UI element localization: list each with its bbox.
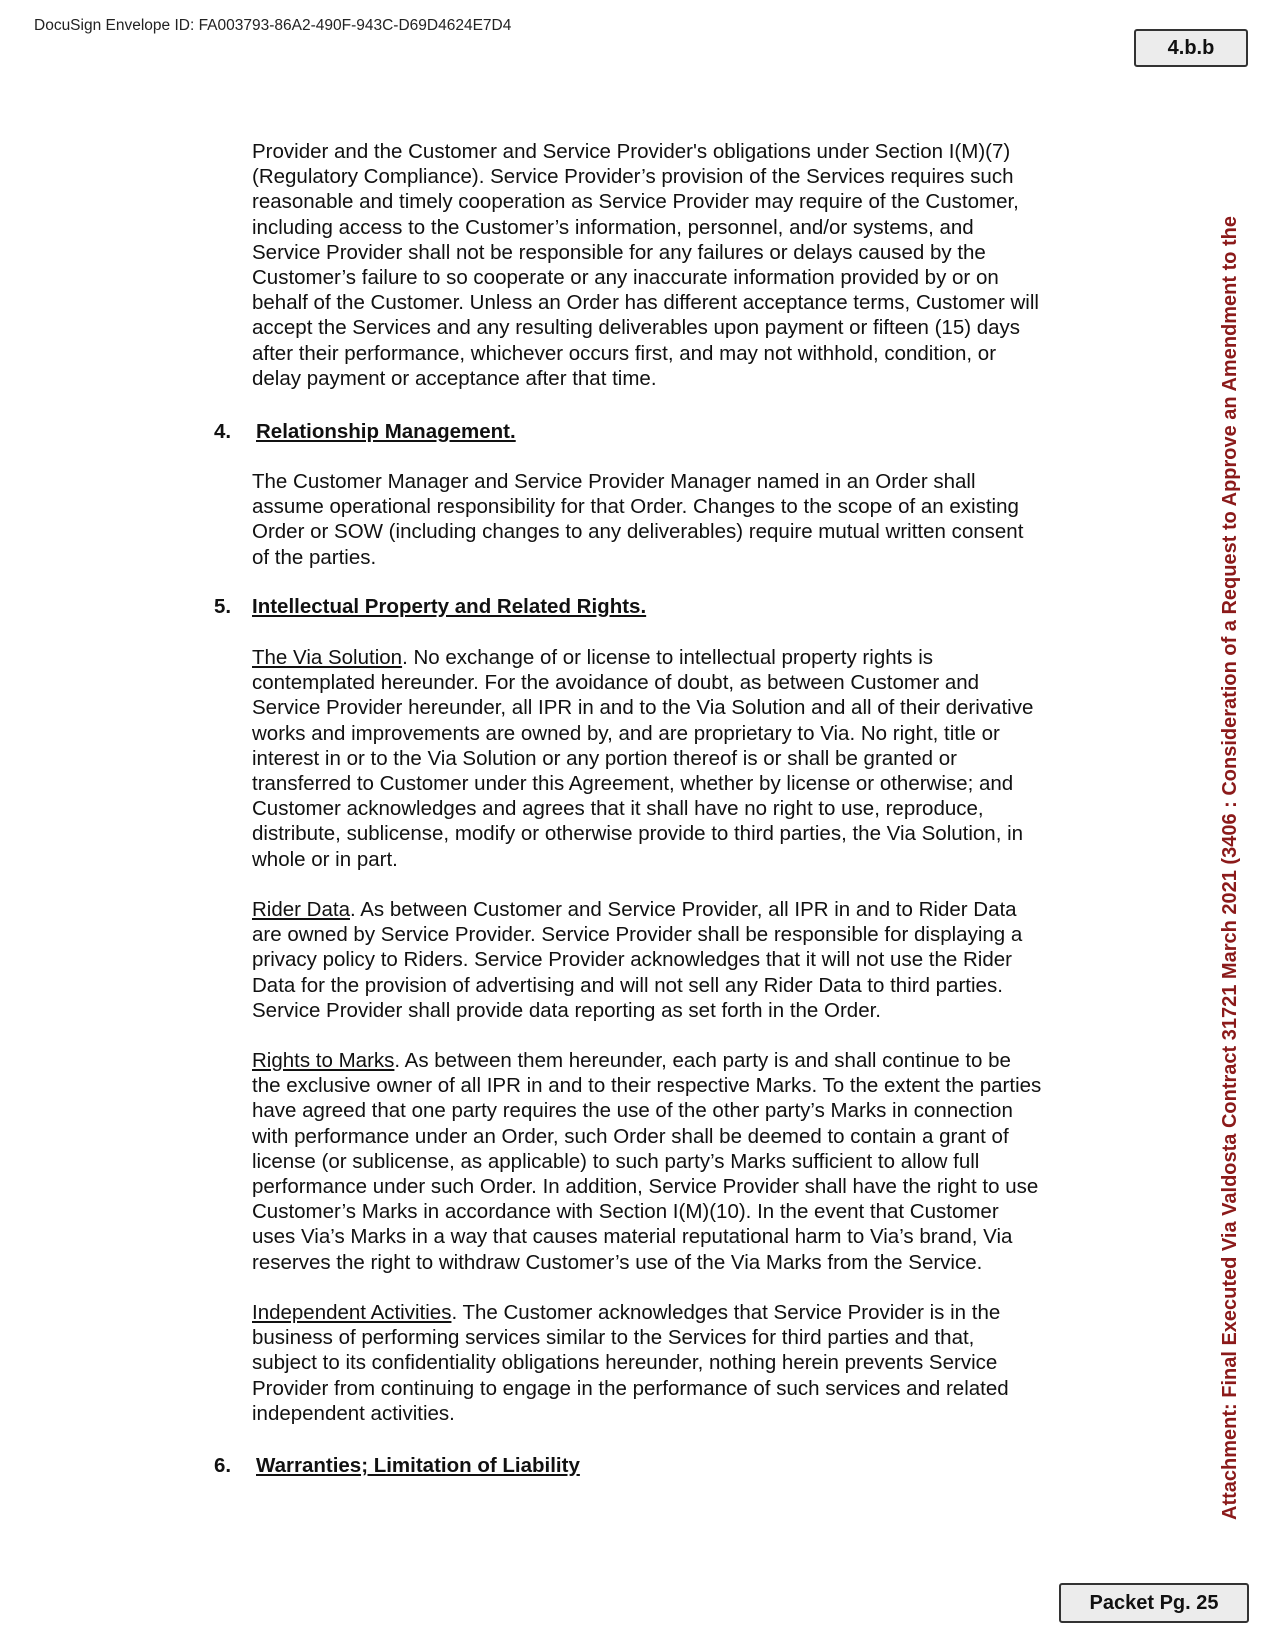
text-line: transferred to Customer under this Agreement, whether by license or otherwise; and: [252, 772, 1014, 796]
text-line: of the parties.: [252, 545, 377, 569]
text-line: [252, 1300, 1102, 1325]
rights-to-marks-paragraph: [252, 1048, 1102, 1275]
section-number: 6.: [214, 1454, 232, 1477]
side-attachment-text: Attachment: Final Executed Via Valdosta Contract 31721 March 2021 (3406 : Consideration of a Request to Approve an Amendment to the: [1219, 215, 1241, 1520]
text-fragment: . No exchange of or license to intellectual property rights is: [402, 646, 934, 669]
text-line: after their performance, whichever occurs first, and may not withhold, condition, or: [252, 341, 997, 365]
text-line: Service Provider shall provide data reporting as set forth in the Order.: [252, 998, 881, 1022]
independent-activities-paragraph: [252, 1300, 1102, 1426]
text-line: whole or in part.: [252, 847, 398, 871]
text-line: works and improvements are owned by, and are proprietary to Via. No right, title or: [252, 721, 1000, 745]
packet-page-badge: Packet Pg. 25: [1059, 1583, 1249, 1623]
rider-data-paragraph: [252, 897, 1102, 1023]
text-line: including access to the Customer’s information, personnel, and/or systems, and: [252, 215, 974, 239]
text-line: delay payment or acceptance after that time.: [252, 366, 657, 390]
intro-paragraph: [252, 139, 1102, 391]
section-6-heading: [214, 1453, 1094, 1478]
text-line: Data for the provision of advertising and will not sell any Rider Data to third parties.: [252, 973, 1003, 997]
section-number: 4.: [214, 420, 232, 443]
text-line: Customer’s Marks in accordance with Section I(M)(10). In the event that Customer: [252, 1200, 999, 1224]
text-line: [252, 1048, 1102, 1073]
text-line: performance under such Order. In addition, Service Provider shall have the right to use: [252, 1175, 1039, 1199]
subheading-independent-activities: Independent Activities: [252, 1301, 452, 1324]
text-line: Customer acknowledges and agrees that it shall have no right to use, reproduce,: [252, 797, 984, 821]
text-line: Provider from continuing to engage in the performance of such services and related: [252, 1376, 1009, 1400]
text-line: accept the Services and any resulting deliverables upon payment or fifteen (15) days: [252, 316, 1021, 340]
subheading-via-solution: The Via Solution: [252, 646, 403, 669]
section-title: Warranties; Limitation of Liability: [256, 1454, 580, 1477]
text-line: The Customer Manager and Service Provider Manager named in an Order shall: [252, 470, 976, 493]
text-line: [252, 645, 1102, 670]
text-line: subject to its confidentiality obligations hereunder, nothing herein prevents Service: [252, 1351, 998, 1375]
text-line: behalf of the Customer. Unless an Order has different acceptance terms, Customer will: [252, 291, 1039, 315]
text-line: reasonable and timely cooperation as Service Provider may require of the Customer,: [252, 190, 1019, 214]
section-title: Relationship Management.: [256, 420, 516, 443]
text-line: Order or SOW (including changes to any deliverables) require mutual written consent: [252, 520, 1024, 544]
text-line: contemplated hereunder. For the avoidance of doubt, as between Customer and: [252, 671, 980, 695]
text-line: license (or sublicense, as applicable) to such party’s Marks sufficient to allow full: [252, 1149, 980, 1173]
text-line: interest in or to the Via Solution or any portion thereof is or shall be granted or: [252, 746, 958, 770]
text-fragment: . As between Customer and Service Provider, all IPR in and to Rider Data: [350, 898, 1017, 921]
section-5-heading: [214, 594, 1094, 619]
section-4-heading: [214, 419, 1094, 444]
text-fragment: . The Customer acknowledges that Service Provider is in the: [451, 1301, 1001, 1324]
text-line: have agreed that one party requires the use of the other party’s Marks in connection: [252, 1099, 1013, 1123]
text-line: independent activities.: [252, 1401, 455, 1425]
text-line: uses Via’s Marks in a way that causes material reputational harm to Via’s brand, Via: [252, 1225, 1013, 1249]
section-number: 5.: [214, 595, 232, 618]
text-line: privacy policy to Riders. Service Provider acknowledges that it will not use the Rider: [252, 948, 1012, 972]
text-line: the exclusive owner of all IPR in and to their respective Marks. To the extent the parties: [252, 1074, 1042, 1098]
envelope-id: DocuSign Envelope ID: FA003793-86A2-490F-943C-D69D4624E7D4: [34, 17, 512, 34]
text-line: (Regulatory Compliance). Service Provider’s provision of the Services requires such: [252, 165, 1014, 189]
text-line: Customer’s failure to so cooperate or any inaccurate information provided by or on: [252, 266, 999, 290]
subheading-rider-data: Rider Data: [252, 898, 350, 921]
text-line: Service Provider shall not be responsible for any failures or delays caused by the: [252, 240, 986, 264]
text-line: reserves the right to withdraw Customer’s use of the Via Marks from the Service.: [252, 1250, 983, 1274]
text-line: with performance under an Order, such Order shall be deemed to contain a grant of: [252, 1124, 1009, 1148]
via-solution-paragraph: [252, 645, 1102, 872]
section-title: Intellectual Property and Related Rights.: [252, 595, 647, 618]
text-line: business of performing services similar to the Services for third parties and that,: [252, 1326, 975, 1350]
text-line: Provider and the Customer and Service Provider's obligations under Section I(M)(7): [252, 140, 1011, 163]
text-fragment: . As between them hereunder, each party is and shall continue to be: [394, 1049, 1011, 1072]
section-4-paragraph: [252, 469, 1102, 570]
text-line: Service Provider hereunder, all IPR in and to the Via Solution and all of their derivative: [252, 696, 1034, 720]
agenda-item-badge: 4.b.b: [1134, 29, 1248, 67]
text-line: [252, 897, 1102, 922]
text-line: distribute, sublicense, modify or otherwise provide to third parties, the Via Solution, in: [252, 822, 1024, 846]
subheading-rights-to-marks: Rights to Marks: [252, 1049, 395, 1072]
text-line: are owned by Service Provider. Service Provider shall be responsible for displaying a: [252, 923, 1023, 947]
text-line: assume operational responsibility for that Order. Changes to the scope of an existing: [252, 495, 1019, 519]
